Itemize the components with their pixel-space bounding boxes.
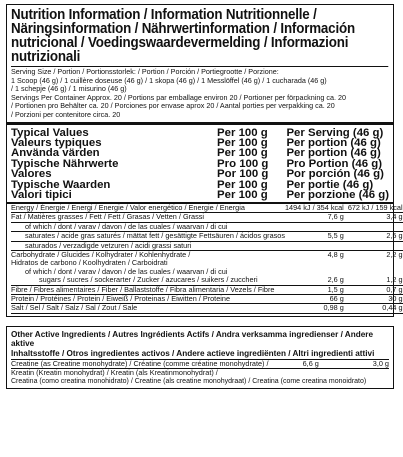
table-cell: 0,44 g <box>348 304 403 313</box>
table-cell: 3,4 g <box>348 213 403 222</box>
table-cell: Typische Waarden <box>11 178 111 191</box>
table-cell: 2,5 g <box>348 232 403 241</box>
header-row <box>11 190 389 200</box>
table-cell: 0,7 g <box>348 285 403 294</box>
title-line-2: Näringsinformation / Nährwertinformation / Información <box>11 20 355 37</box>
nutrient-table <box>11 204 403 314</box>
table-cell: 0,98 g <box>285 304 348 313</box>
table-cell: Per porzione (46 g) <box>286 189 389 201</box>
table-cell: 1,2 g <box>348 276 403 285</box>
table-cell: 6,6 g <box>269 360 323 369</box>
nutrition-panel <box>6 4 403 317</box>
table-cell: saturados / verzadigde vetzuren / acidi grassi saturi <box>11 241 285 250</box>
table-cell: Typische Nährwerte <box>11 157 119 170</box>
table-cell: Protein / Protéines / Protein / Eiweiß / Proteinas / Eiwitten / Proteine <box>11 294 285 303</box>
nutrient-row <box>11 304 403 313</box>
title-line-1: Nutrition Information / Information Nutritionnelle / <box>11 6 317 23</box>
table-cell: saturates / acide gras saturés / mättat fett / gesättigte Fettsäuren / ácidos grasos <box>11 232 285 241</box>
table-cell: Valores <box>11 168 52 181</box>
table-cell: Carbohydrate / Glucides / Kolhydrater / Kohlenhydrate / <box>11 249 191 259</box>
table-cell: Per 100 g <box>217 147 268 160</box>
table-cell: 2,2 g <box>386 249 403 259</box>
table-cell: Använda värden <box>11 147 100 160</box>
other-ingredients-panel <box>6 326 394 389</box>
table-cell: Fat / Matières grasses / Fett / Fett / Grasas / Vetten / Grassi <box>11 213 285 222</box>
table-cell: 5,5 g <box>285 232 348 241</box>
other-ingredients-title <box>11 330 389 360</box>
table-cell: 3,0 g <box>323 360 389 369</box>
table-cell: Valori tipici <box>11 189 72 201</box>
serving-line: / 1 schepje (46 g) / 1 misurino (46 g) <box>11 84 127 94</box>
nutrient-row <box>11 213 403 222</box>
table-cell: 1494 kJ / 354 kcal <box>285 204 348 213</box>
table-cell: of which / dont / varav / davon / de las cuales / waarvan / di cui <box>11 222 285 231</box>
serving-line: 1 Scoop (46 g) / 1 cuillère doseuse (46 g) / 1 skopa (46 g) / 1 Messlöffel (46 g) / 1 cucharada (46 g) <box>11 75 327 85</box>
divider-thick <box>7 122 393 125</box>
title-line-3: nutricional / Voedingswaardevermelding / Informazioni nutrizionali <box>11 34 349 65</box>
panel-title <box>11 8 387 64</box>
table-cell: 66 g <box>285 294 348 303</box>
serving-line: / Portionen pro Behälter ca. 20 / Porciones por envase aprox 20 / Aantal porties per verpakking ca. 20 <box>11 101 335 111</box>
table-cell: Per 100 g <box>217 136 268 149</box>
other-ingredient-row <box>11 378 389 386</box>
table-cell: Pro Portion (46 g) <box>286 157 383 170</box>
table-cell: Pro 100 g <box>217 157 269 170</box>
table-cell: Per 100 g <box>217 126 268 139</box>
table-cell: Creatina (como creatina monohidrato) / Creatine (als creatine monohydraat) / Creatina (come creatina monoidrato) <box>11 377 367 385</box>
table-cell: Por 100 g <box>217 168 269 181</box>
table-cell: Energy / Énergie / Energi / Energie / Valor energético / Energie / Energia <box>11 204 285 213</box>
table-cell: Fibre / Fibres alimentaires / Fiber / Ballaststoffe / Fibra alimentaria / Vezels / Fibre <box>11 285 285 294</box>
table-cell: Per portion (46 g) <box>286 147 381 160</box>
table-cell: of which / dont / varav / davon / de las cuales / waarvan / di cui <box>25 266 228 276</box>
other-title-line-1: Other Active Ingredients / Autres Ingrédients Actifs / Andra verksamma ingredienser / Andere aktive <box>11 329 374 349</box>
nutrient-row <box>11 276 403 285</box>
table-cell: 2,6 g <box>285 276 348 285</box>
table-cell: 4,8 g <box>327 249 344 259</box>
serving-line: Servings Per Container Approx. 20 / Portions par emballage environ 20 / Portioner per förpackning ca. 20 <box>11 92 346 102</box>
serving-line: Serving Size / Portion / Portionsstorlek: / Portion / Porción / Portiegrootte / Porzione: <box>11 67 279 76</box>
table-cell: 30 g <box>348 294 403 303</box>
table-cell: Per portie (46 g) <box>286 178 374 191</box>
typical-values-header <box>11 128 389 201</box>
table-cell: Creatine (as Creatine monohydrate) / Créatine (comme créatine monohydrate) / <box>11 359 269 368</box>
serving-line: / Porzioni per contenitore circa. 20 <box>11 109 121 119</box>
table-cell: Per portion (46 g) <box>286 136 381 149</box>
nutrition-label <box>6 4 403 389</box>
table-cell <box>323 369 389 378</box>
table-cell: Hidratos de carbono / Koolhydraten / Carboidrati <box>11 258 168 268</box>
table-cell: sugars / sucres / sockerarter / Zucker / azucares / suikers / zuccheri <box>11 276 285 285</box>
table-cell: Per Serving (46 g) <box>286 126 384 139</box>
table-cell: 7,6 g <box>285 213 348 222</box>
table-cell: Por porción (46 g) <box>286 168 384 181</box>
table-cell: Per 100 g <box>217 178 268 191</box>
table-cell: 672 kJ / 159 kcal <box>347 202 403 212</box>
serving-info <box>11 66 388 120</box>
table-cell: Per 100 g <box>217 189 268 201</box>
other-ingredients-table <box>11 360 389 386</box>
table-cell <box>348 259 403 267</box>
table-cell: Salt / Sel / Salt / Salz / Sal / Zout / Sale <box>11 304 285 313</box>
other-ingredient-row <box>11 369 389 378</box>
table-cell <box>269 369 323 378</box>
table-cell: Kreatin (Kreatin monohydrat) / Kreatin (als Kreatinmonohydrat) / <box>11 368 218 378</box>
table-cell: 1,5 g <box>285 285 348 294</box>
other-title-line-2: Inhaltsstoffe / Otros ingredientes activos / Andere actieve ingrediënten / Altri ingredienti attivi <box>11 348 375 358</box>
nutrient-row <box>11 232 403 241</box>
table-cell: Valeurs typiques <box>11 136 102 149</box>
table-cell <box>285 259 348 267</box>
table-cell: Typical Values <box>11 126 89 139</box>
